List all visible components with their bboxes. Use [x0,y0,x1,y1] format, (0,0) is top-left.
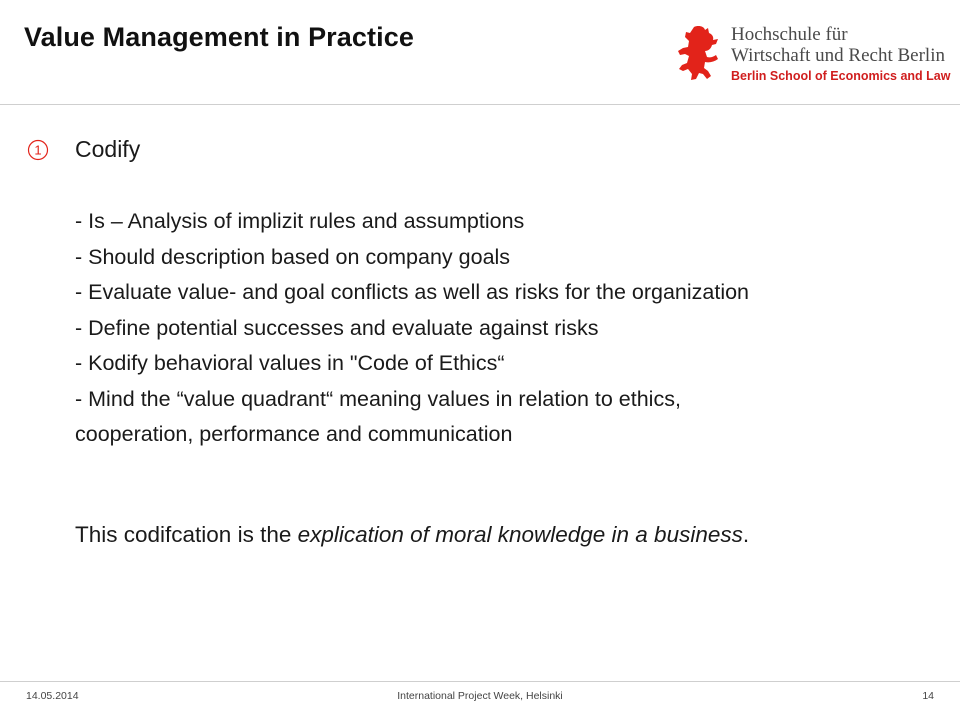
footer-date: 14.05.2014 [26,690,79,702]
closing-prefix: This codifcation is the [75,522,298,547]
slide-title: Value Management in Practice [24,22,414,52]
logo-name-line2: Wirtschaft und Recht Berlin [731,45,945,66]
footer-page-number: 14 [922,690,934,702]
header-divider [0,104,960,105]
berlin-bear-icon [674,24,720,82]
footer-divider [0,681,960,682]
section-heading: Codify [75,136,141,162]
content-line: - Evaluate value- and goal conflicts as well as risks for the organization [75,280,750,304]
content-line: - Define potential successes and evaluate against risks [75,315,599,340]
content-line: - Mind the “value quadrant“ meaning values in relation to ethics, [75,386,681,411]
content-line: - Kodify behavioral values in "Code of Ethics“ [75,351,505,375]
closing-emphasis: explication of moral knowledge in a business [297,522,743,547]
logo-name-english: Berlin School of Economics and Law [731,69,951,83]
content-line: cooperation, performance and communication [75,422,513,446]
bullet-number: 1 [34,142,42,158]
closing-statement [75,522,749,548]
footer-event: International Project Week, Helsinki [397,690,563,702]
closing-suffix: . [742,522,750,547]
numbered-bullet-icon [27,139,49,161]
university-logo [674,24,951,86]
content-line: - Is – Analysis of implizit rules and assumptions [75,209,525,233]
logo-name-line1: Hochschule für [731,24,848,45]
content-lines [75,204,945,453]
content-line: - Should description based on company goals [75,244,511,269]
